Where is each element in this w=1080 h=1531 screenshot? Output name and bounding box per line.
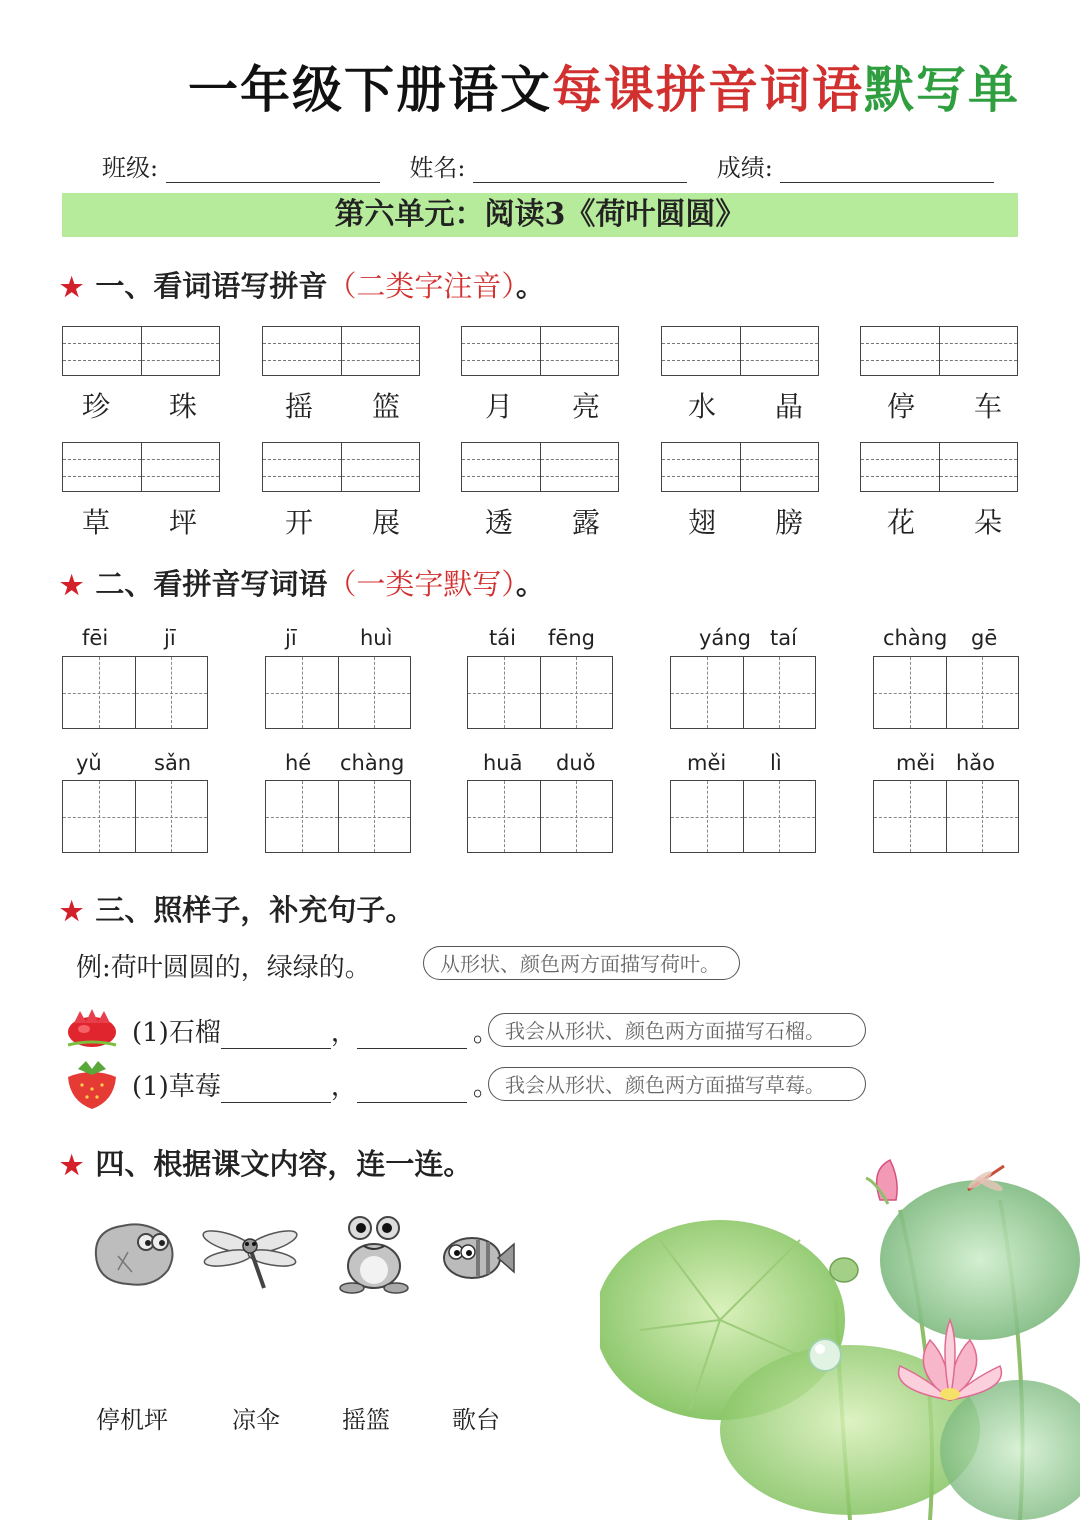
name-field[interactable] (473, 154, 687, 183)
word-char: 车 (974, 390, 1003, 423)
section1-title: 一、看词语写拼音 (95, 269, 328, 303)
section1-end: 。 (515, 269, 545, 303)
word-char: 晶 (775, 390, 804, 423)
writing-grid[interactable] (873, 656, 1019, 729)
water-drop-icon[interactable] (88, 1212, 180, 1292)
pinyin-label: fēi (82, 626, 109, 650)
word-char: 水 (688, 390, 717, 423)
title-part2: 每课拼音词语 (552, 60, 864, 119)
score-label: 成绩: (716, 154, 773, 182)
pinyin-label: huā (483, 751, 523, 775)
example-hint: 从形状、颜色两方面描写荷叶。 (423, 946, 740, 980)
word-char: 展 (372, 506, 401, 539)
pinyin-box[interactable] (860, 326, 1018, 376)
writing-grid[interactable] (62, 656, 208, 729)
match-option[interactable]: 歌台 (452, 1406, 500, 1434)
word-char: 花 (887, 506, 916, 539)
answer-blank[interactable] (221, 1078, 331, 1103)
pinyin-label: yáng (699, 626, 751, 650)
title-part3: 默写单 (864, 60, 1020, 119)
pinyin-box[interactable] (262, 442, 420, 492)
pinyin-label: taí (770, 626, 797, 650)
pinyin-label: yǔ (76, 751, 102, 775)
writing-grid[interactable] (467, 656, 613, 729)
word-char: 开 (285, 506, 314, 539)
item-label: (1)草莓 (132, 1072, 221, 1102)
fish-icon[interactable] (438, 1228, 516, 1286)
example-sentence: 例:荷叶圆圆的，绿绿的。 (76, 953, 371, 983)
item-end: 。 (472, 1018, 499, 1048)
pinyin-box[interactable] (62, 442, 220, 492)
pinyin-label: měi (687, 751, 727, 775)
title-part1: 一年级下册语文 (188, 60, 552, 119)
name-label: 姓名: (409, 154, 466, 182)
answer-blank[interactable] (357, 1024, 467, 1049)
class-field[interactable] (166, 154, 380, 183)
pinyin-box[interactable] (661, 326, 819, 376)
writing-grid[interactable] (265, 780, 411, 853)
writing-grid[interactable] (467, 780, 613, 853)
page-title (188, 50, 1020, 122)
pinyin-label: fēng (548, 626, 595, 650)
section2-end: 。 (515, 567, 545, 601)
word-char: 摇 (285, 390, 314, 423)
pinyin-label: měi (896, 751, 936, 775)
section3-title: 三、照样子，补充句子。 (95, 893, 415, 927)
star-icon: ★ (60, 897, 84, 927)
star-icon: ★ (60, 1151, 84, 1181)
unit-banner: 第六单元：阅读3《荷叶圆圆》 (62, 193, 1018, 237)
word-char: 草 (82, 506, 111, 539)
pinyin-label: duǒ (556, 751, 596, 775)
pinyin-label: jī (285, 626, 297, 650)
pinyin-label: chàng (340, 751, 405, 775)
score-field[interactable] (780, 154, 994, 183)
hint-bubble: 我会从形状、颜色两方面描写石榴。 (488, 1013, 866, 1047)
word-char: 停 (887, 390, 916, 423)
word-char: 翅 (688, 506, 717, 539)
section2-heading (60, 562, 545, 603)
star-icon: ★ (60, 571, 84, 601)
hint-bubble: 我会从形状、颜色两方面描写草莓。 (488, 1067, 866, 1101)
pinyin-label: sǎn (154, 751, 192, 775)
pinyin-label: chàng (883, 626, 948, 650)
item-comma: ， (330, 1018, 357, 1048)
lotus-illustration (600, 1120, 1080, 1527)
section4-heading (60, 1142, 472, 1183)
word-char: 月 (485, 390, 514, 423)
section2-title: 二、看拼音写词语 (95, 567, 328, 601)
pinyin-label: gē (971, 626, 998, 650)
match-option[interactable]: 停机坪 (96, 1406, 168, 1434)
student-info-row (102, 148, 994, 183)
word-char: 珍 (82, 390, 111, 423)
answer-blank[interactable] (357, 1078, 467, 1103)
writing-grid[interactable] (670, 780, 816, 853)
pinyin-box[interactable] (661, 442, 819, 492)
star-icon: ★ (60, 273, 84, 303)
pinyin-box[interactable] (262, 326, 420, 376)
item-comma: ， (330, 1072, 357, 1102)
section4-title: 四、根据课文内容，连一连。 (95, 1147, 473, 1181)
word-char: 珠 (169, 390, 198, 423)
dragonfly-icon[interactable] (198, 1222, 302, 1292)
pinyin-label: jī (164, 626, 176, 650)
pinyin-box[interactable] (860, 442, 1018, 492)
section1-note: （二类字注音） (327, 269, 516, 303)
writing-grid[interactable] (62, 780, 208, 853)
match-option[interactable]: 凉伞 (232, 1406, 280, 1434)
section1-heading (60, 264, 545, 305)
pinyin-label: lì (770, 751, 782, 775)
pinyin-label: hé (285, 751, 312, 775)
sentence-item-1 (132, 1012, 499, 1049)
word-char: 透 (485, 506, 514, 539)
class-label: 班级: (102, 154, 159, 182)
word-char: 朵 (974, 506, 1003, 539)
pinyin-box[interactable] (62, 326, 220, 376)
word-char: 篮 (372, 390, 401, 423)
item-end: 。 (472, 1072, 499, 1102)
writing-grid[interactable] (265, 656, 411, 729)
section2-note: （一类字默写） (327, 567, 516, 601)
pinyin-box[interactable] (461, 326, 619, 376)
item-label: (1)石榴 (132, 1018, 221, 1048)
word-char: 膀 (775, 506, 804, 539)
pinyin-label: tái (489, 626, 516, 650)
writing-grid[interactable] (670, 656, 816, 729)
pinyin-label: huì (360, 626, 393, 650)
word-char: 露 (572, 506, 601, 539)
word-char: 坪 (169, 506, 198, 539)
pinyin-label: hǎo (956, 751, 996, 775)
pomegranate-icon (60, 1005, 124, 1049)
answer-blank[interactable] (221, 1024, 331, 1049)
strawberry-icon (60, 1057, 124, 1111)
writing-grid[interactable] (873, 780, 1019, 853)
frog-icon[interactable] (334, 1210, 414, 1294)
sentence-item-2 (132, 1066, 499, 1103)
match-option[interactable]: 摇篮 (342, 1406, 390, 1434)
pinyin-box[interactable] (461, 442, 619, 492)
section3-heading (60, 888, 414, 929)
word-char: 亮 (572, 390, 601, 423)
